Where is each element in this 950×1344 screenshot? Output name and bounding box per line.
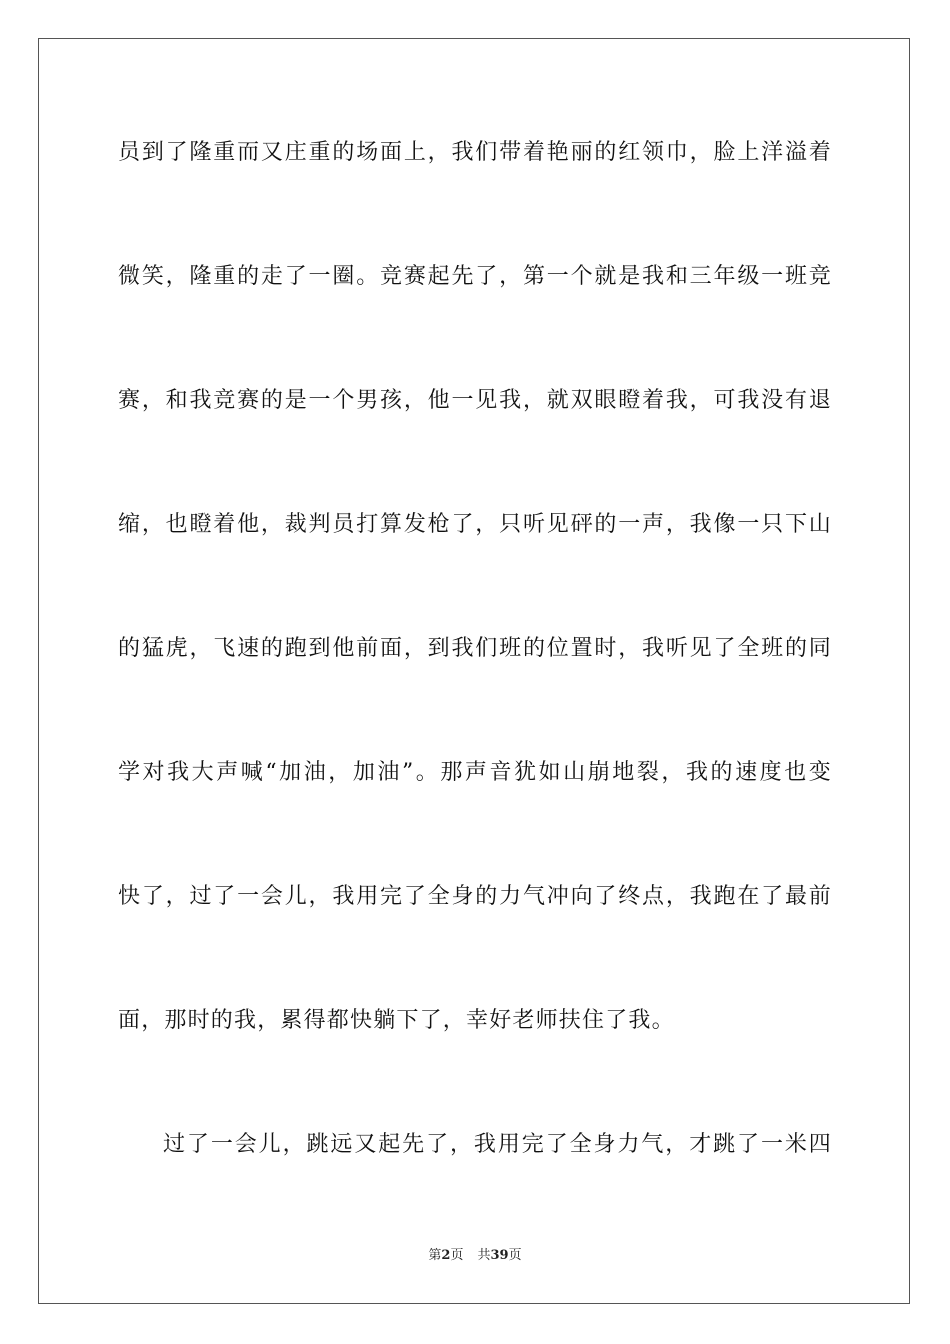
total-prefix: 共 xyxy=(477,1248,491,1263)
page-footer xyxy=(0,1247,950,1265)
page-border xyxy=(38,38,910,1304)
page-number: 2 xyxy=(441,1248,451,1263)
body-line-9-paragraph-start: 过了一会儿，跳远又起先了，我用完了全身力气，才跳了一米四 xyxy=(163,1132,832,1157)
body-line-5: 的猛虎，飞速的跑到他前面，到我们班的位置时，我听见了全班的同 xyxy=(118,636,832,661)
body-line-1: 员到了隆重而又庄重的场面上，我们带着艳丽的红领巾，脸上洋溢着 xyxy=(118,140,832,165)
body-line-8: 面，那时的我，累得都快躺下了，幸好老师扶住了我。 xyxy=(118,1008,675,1033)
body-line-2: 微笑，隆重的走了一圈。竞赛起先了，第一个就是我和三年级一班竞 xyxy=(118,264,832,289)
body-line-6: 学对我大声喊“加油，加油”。那声音犹如山崩地裂，我的速度也变 xyxy=(118,760,832,785)
total-pages: 39 xyxy=(490,1248,509,1263)
body-line-7: 快了，过了一会儿，我用完了全身的力气冲向了终点，我跑在了最前 xyxy=(118,884,832,909)
total-suffix: 页 xyxy=(508,1248,522,1263)
page-prefix: 第 xyxy=(428,1248,442,1263)
page-suffix: 页 xyxy=(450,1248,464,1263)
body-line-4: 缩，也瞪着他，裁判员打算发枪了，只听见砰的一声，我像一只下山 xyxy=(118,512,832,537)
body-line-3: 赛，和我竞赛的是一个男孩，他一见我，就双眼瞪着我，可我没有退 xyxy=(118,388,832,413)
